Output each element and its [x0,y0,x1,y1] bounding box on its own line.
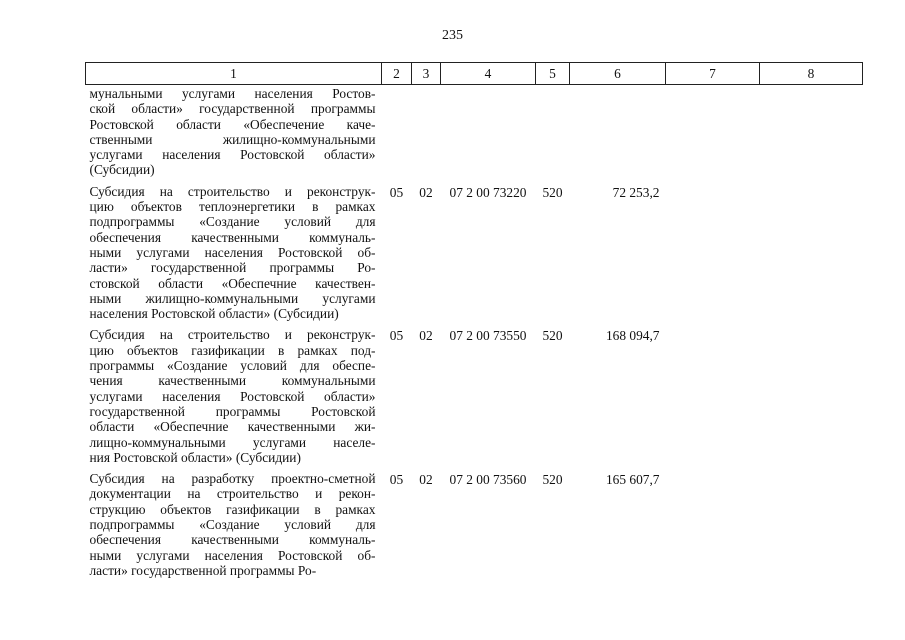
description-line: подпрограммы «Создание условий для [89,214,376,230]
section-code [382,85,412,184]
table-row [86,327,863,471]
target-article-code: 07 2 00 73220 [449,184,527,200]
subsection-code: 02 [419,472,433,488]
section-code: 05 [389,184,404,200]
subsection-code [412,85,441,184]
amount: 165 607,7 [605,472,660,488]
col-8-value [760,85,863,184]
description-line: документации на строительство и рекон- [89,486,376,502]
table-row [86,85,863,184]
header-col-2: 2 [382,63,412,85]
description-line: стовской области «Обеспечние качествен- [89,275,376,291]
subsection-code: 02 [419,328,433,344]
description-line: струкцию объектов газификации в рамках [89,501,376,517]
col-7-value [666,471,760,584]
description-line: цию объектов газификации в рамках под- [89,342,376,358]
col-8-value [760,184,863,328]
section-code: 05 [389,328,404,344]
description-line: Ростовской области «Обеспечение каче- [89,116,376,132]
target-article-code [441,85,536,184]
table-row [86,184,863,328]
expense-type-code [536,85,570,184]
target-article-code: 07 2 00 73560 [449,472,527,488]
amount: 72 253,2 [612,184,660,200]
table-body [86,85,863,585]
description-line: ными услугами населения Ростовской об- [89,244,376,260]
description-line: ственными жилищно-коммунальными [89,131,376,147]
header-col-6: 6 [570,63,666,85]
description-line: ласти» государственной программы Ро- [89,562,317,578]
col-7-value [666,85,760,184]
description-line: Субсидия на строительство и реконструк- [89,183,376,199]
table-row [86,471,863,584]
header-col-3: 3 [412,63,441,85]
row-description [86,327,382,471]
subsection-code: 02 [419,184,433,200]
amount [570,85,666,184]
description-line: обеспечения качественными коммуналь- [89,229,376,245]
description-line: (Субсидии) [89,162,155,178]
header-col-1: 1 [86,63,382,85]
target-article-code: 07 2 00 73550 [449,328,527,344]
description-line: ными жилищно-коммунальными услугами [89,290,376,306]
header-col-5: 5 [536,63,570,85]
description-line: мунальными услугами населения Ростов- [89,86,376,101]
expense-type-code: 520 [542,328,563,344]
description-line: услугами населения Ростовской области» [89,388,376,404]
col-7-value [666,184,760,328]
description-line: ской области» государственной программы [89,101,376,117]
col-7-value [666,327,760,471]
description-line: услугами населения Ростовской области» [89,147,376,163]
description-line: лищно-коммунальными услугами населе- [89,434,376,450]
description-line: цию объектов теплоэнергетики в рамках [89,199,376,215]
description-line: населения Ростовской области» (Субсидии) [89,306,339,322]
table-header [86,63,863,85]
description-line: ными услугами населения Ростовской об- [89,547,376,563]
description-line: подпрограммы «Создание условий для [89,517,376,533]
budget-table [85,62,863,584]
description-line: обеспечения качественными коммуналь- [89,532,376,548]
description-line: области «Обеспечние качественными жи- [89,419,376,435]
description-line: чения качественными коммунальными [89,373,376,389]
header-col-4: 4 [441,63,536,85]
row-description [86,85,382,184]
header-row [86,63,863,85]
row-description [86,471,382,584]
description-line: ласти» государственной программы Ро- [89,260,376,276]
header-col-8: 8 [760,63,863,85]
expense-type-code: 520 [542,472,563,488]
amount: 168 094,7 [605,328,660,344]
description-line: Субсидия на разработку проектно-сметной [89,471,376,487]
col-8-value [760,471,863,584]
page-number: 235 [442,28,463,43]
row-description [86,184,382,328]
description-line: программы «Создание условий для обеспе- [89,358,376,374]
section-code: 05 [389,472,404,488]
col-8-value [760,327,863,471]
description-line: Субсидия на строительство и реконструк- [89,327,376,343]
description-line: ния Ростовской области» (Субсидии) [89,449,301,465]
header-col-7: 7 [666,63,760,85]
expense-type-code: 520 [542,184,563,200]
description-line: государственной программы Ростовской [89,403,376,419]
